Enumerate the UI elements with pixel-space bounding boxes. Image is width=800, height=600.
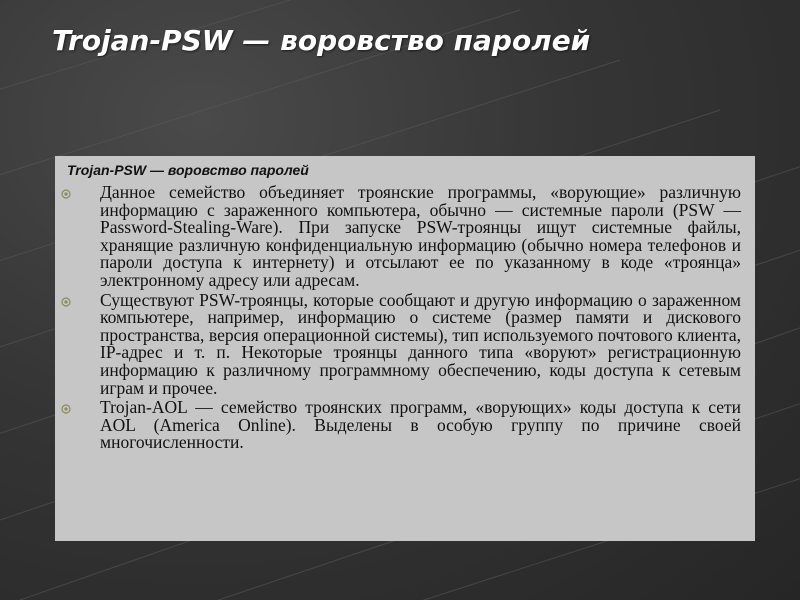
list-item: [55, 184, 755, 290]
circled-dot-bullet-icon: [61, 297, 71, 307]
content-box: [55, 156, 755, 541]
bullet-text: Данное семейство объединяет троянские программы, «ворующие» различную информацию с зараженного компьютера, обычно — системные пароли (PSW — Password-Stealing-Ware). При запуске PSW-троянцы ищут системные файлы, хранящие различную конфиденциальную информацию (обычно номера телефонов и пароли доступа к интернету) и отсылают ее по указанному в коде «троянца» электронному адресу или адресам.: [100, 182, 741, 290]
bullet-text: Существуют PSW-троянцы, которые сообщают и другую информацию о зараженном компьютере, например, информацию о системе (размер памяти и дискового пространства, версия операционной системы), тип используемого почтового клиента, IP-адрес и т. п. Некоторые троянцы данного типа «воруют» регистрационную информацию к различному программному обеспечению, коды доступа к сетевым играм и прочее.: [100, 289, 741, 398]
list-item: [55, 289, 755, 398]
list-item: [55, 399, 755, 452]
circled-dot-bullet-icon: [61, 404, 71, 414]
slide-title: Trojan-PSW — воровство паролей: [52, 24, 591, 57]
circled-dot-bullet-icon: [61, 189, 71, 199]
bullet-text: Trojan-AOL — семейство троянских программ, «ворующих» коды доступа к сети AOL (America Online). Выделены в особую группу по причине своей многочисленности.: [100, 397, 741, 453]
content-heading: Trojan-PSW — воровство паролей: [67, 162, 309, 178]
bullet-list: [55, 184, 755, 454]
